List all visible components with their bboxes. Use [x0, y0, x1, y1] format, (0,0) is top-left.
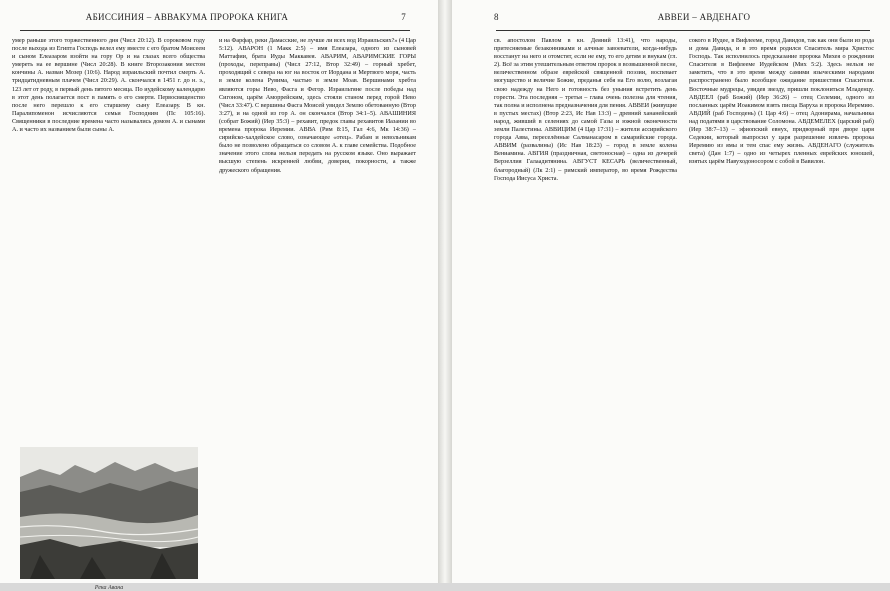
- right-page-header: [494, 12, 870, 26]
- book-gutter: [438, 0, 452, 583]
- left-header-title: АБИССИНИЯ – АВВАКУМА ПРОРОКА КНИГА: [85, 12, 289, 22]
- river-photo: [20, 447, 198, 579]
- left-col2-text: и на Фарфар, реки Дамасские, не лучше ли всех вод Израильских?» (4 Цар 5:12). АВАРОН (1 Макк 2:5) – имя Елеазара, одного из сыновей Маттафии, брата Иуды Маккавея. АВАРИМ, АВАРИМСКИЕ ГОРЫ (проходы, переправы) (Числ 27:12, Втор 32:49) – горный хребет, проходящий с севера на юг на восток от Иордана и Мертвого моря, часть в земле колена Рувима, частью в земле Моав. Вершинами хребта являются горы Нево, Фасга и Фегор. Израильтяне после победы над Сигоном, царём Аморрейским, здесь стояли станом перед горой Нево (Числ 33:47). С вершины Фасга Моисей увидел Землю обетованную (Втор 3:27), и на одной из гор А. он скончался (Втор 34:1–5). АВАШИНИЯ (собрат Божий) (Иер 35:3) – рехавит, предок главы рехавитов Иазании во времена пророка Иеремии. АВВА (Рим 8:15, Гал 4:6, Мк 14:36) – сирийско-халдейское слово, означающее «отец». Рабам и невольникам было не позволено обращаться со словом А. к главе семейства. Подобное значение этого слова нельзя передать на русском языке. Оно выражает высшую степень искренней любви, доверия, покорности, а также дружеского обращения.: [219, 37, 417, 174]
- right-column-2: [689, 37, 874, 575]
- left-page-header: [20, 12, 406, 26]
- left-page-columns: [12, 37, 417, 591]
- right-column-1: [494, 37, 677, 575]
- left-page: [0, 0, 438, 591]
- left-page-number: 7: [401, 12, 406, 22]
- right-col1-text: св. апостолом Павлом в кн. Деяний 13:41), что народы, притесняемые безаконниками и алчные завоеватели, когда-нибудь восстанут на него и отомстят, если не ему, то его детям и внукам (гл. 2). Всё за этим утешительным ответом пророк в возвышенной песне, величественном образе еврейской священной поэзии, воспевает могущество и величие Божие, преданья себя на Его волю, возлагая свою надежду на Него и готовность без уныния встретить день горести. Эта последняя – третья – глава очень полезна для чтения, так полна и исполнена предназначения для пения. АВВЕИ (живущие в пустых местах) (Втор 2:23, Ис Нав 13:3) – древний хананейский народ, живший в селениях до самой Газы и южной оконечности земли Палестины. АВВИЦИМ (4 Цар 17:31) – жители ассирийского города Авва, переселённые Салманасаром в самарийские города. АВВИМ (развалины) (Ис Нав 18:23) – город в земле колена Вениамина. АВГИЯ (праздничная, светоносная) – одна из дочерей Верзеллия Галаадитянина. АВГУСТ КЕСАРЬ (величественный, благородный) (Лк 2:1) – римский император, во время Рождества Господа Иисуса Христа.: [494, 37, 677, 182]
- photo-caption: Река Авана: [94, 585, 124, 591]
- left-col1-text: умер раньше этого торжественного дня (Числ 20:12). В сороковом году после выхода из Египта Господь велел ему вместе с его братом Моисеем и сыном Елеазаром взойти на гору Ор и на глазах всего общества умереть на ее вершине (Числ 20:28). В книге Второзакония местом кончины А. назван Мозер (10:6). Народ израильский почтил смерть А. тридцатидневным плачем (Числ 20:29). А. скончался в 1451 г. до н. э., 123 лет от роду, в первый день пятого месяца. По иудейскому календарю в этот день полагается пост в память о его смерти. Первосвященство после него перешло к его старшему сыну Елеазару. В кн. Паралипоменон исчисляются семьи Господним (Пс 105:16). Священники в последние времена часто назывались домом А. и сынами А. и часто их названием были сыны А.: [12, 37, 205, 134]
- left-header-rule: [20, 30, 410, 31]
- left-column-2: [219, 37, 416, 575]
- right-header-title: АВВЕИ – АВДЕНАГО: [657, 12, 751, 22]
- right-page: [452, 0, 890, 583]
- right-page-columns: [494, 37, 874, 575]
- right-col2-text: сокого в Иудее, в Вифлееме, город Давидов, так как они были из рода и дома Давида, и в это время родился Спаситель мира Христос Господь. Так исполнилось предсказание пророка Михея о рождении Спасителя в Вифлееме Иудейском (Мих 5:2). Здесь нельзя не заметить, что в это время между самими языческими народами распространено было всеобщее ожидание пришествия Спасителя. Восточные мудрецы, увидев звезду, пришли поклониться Младенцу. АВДЕЕЛ (раб Божий) (Иер 36:26) – отец Селемии, одного из посланных царём Иоакимом взять писца Варуха и пророка Иеремию. АВДИЙ (раб Господень) (1 Цар 4:6) – отец Адонирама, начальника над податями в царствование Соломона. АВДЕМЕЛЕХ (царский раб) (Иер 38:7–13) – эфиопский евнух, придворный при дворе царя Седекии, который выпросил у царя разрешение извлечь пророка Иеремию из ямы и тем спас ему жизнь. АВДЕНАГО (служитель света) (Дан 1:7) – одно из четырех пленных еврейских юношей, взятых царём Навуходоносором с собой в Вавилон.: [689, 37, 874, 166]
- river-photo-figure: [20, 447, 198, 591]
- right-header-rule: [496, 30, 870, 31]
- right-page-number: 8: [494, 12, 499, 22]
